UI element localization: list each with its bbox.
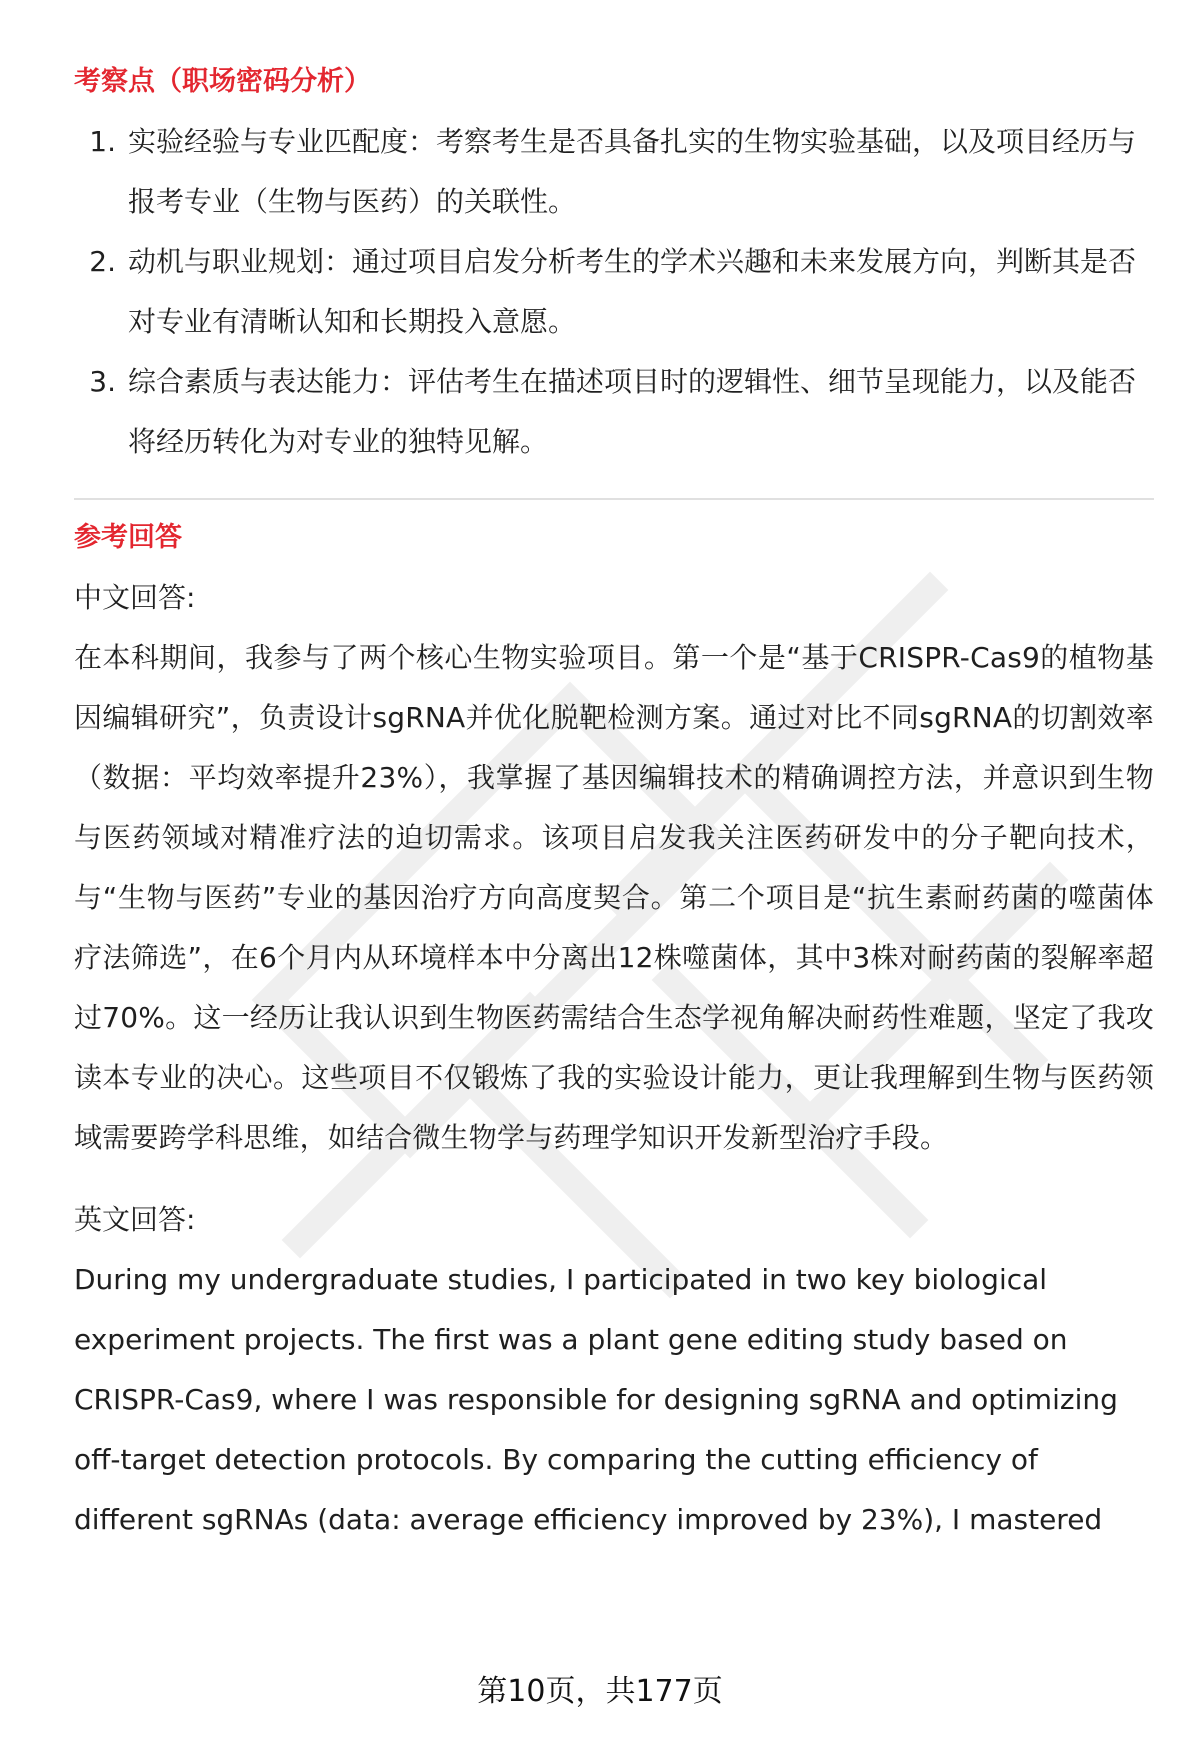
chinese-answer-body: 在本科期间，我参与了两个核心生物实验项目。第一个是“基于CRISPR-Cas9的植物基因编辑研究”，负责设计sgRNA并优化脱靶检测方案。通过对比不同sgRNA的切割效率（数据：平均效率提升23%），我掌握了基因编辑技术的精确调控方法，并意识到生物与医药领域对精准疗法的迫切需求。该项目启发我关注医药研发中的分子靶向技术，与“生物与医药”专业的基因治疗方向高度契合。第二个项目是“抗生素耐药菌的噬菌体疗法筛选”，在6个月内从环境样本中分离出12株噬菌体，其中3株对耐药菌的裂解率超过70%。这一经历让我认识到生物医药需结合生态学视角解决耐药性难题，坚定了我攻读本专业的决心。这些项目不仅锻炼了我的实验设计能力，更让我理解到生物与医药领域需要跨学科思维，如结合微生物学与药理学知识开发新型治疗手段。 [74, 641, 1154, 1154]
chinese-answer-label: 中文回答: [74, 581, 196, 614]
section-title-reference-answer: 参考回答 [74, 522, 182, 553]
list-item [74, 112, 1154, 232]
paragraph-spacer [74, 1168, 1154, 1190]
list-item [74, 352, 1154, 472]
list-item [74, 232, 1154, 352]
list-item-number: 1. [89, 125, 116, 158]
list-item-number: 3. [89, 365, 116, 398]
section-divider [74, 498, 1154, 500]
page-number-footer: 第10页，共177页 [477, 1674, 723, 1709]
english-answer-body: During my undergraduate studies, I participated in two key biological experiment projects. The first was a plant gene editing study based on CRISPR-Cas9, where I was responsible for designing sgRNA and optimizing off-target detection protocols. By comparing the cutting efficiency of different sgRNAs (data: average efficiency improved by 23%), I mastered [74, 1263, 1118, 1536]
list-item-text: 动机与职业规划：通过项目启发分析考生的学术兴趣和未来发展方向，判断其是否对专业有清晰认知和长期投入意愿。 [128, 245, 1137, 338]
list-item-number: 2. [89, 245, 116, 278]
section-title-assessment-points: 考察点（职场密码分析） [74, 66, 371, 97]
list-item-text: 实验经验与专业匹配度：考察考生是否具备扎实的生物实验基础，以及项目经历与报考专业（生物与医药）的关联性。 [128, 125, 1137, 218]
assessment-points-list [74, 112, 1154, 472]
english-answer-label: 英文回答: [74, 1203, 196, 1236]
list-item-text: 综合素质与表达能力：评估考生在描述项目时的逻辑性、细节呈现能力，以及能否将经历转化为对专业的独特见解。 [128, 365, 1137, 458]
main-content [74, 52, 1154, 1550]
